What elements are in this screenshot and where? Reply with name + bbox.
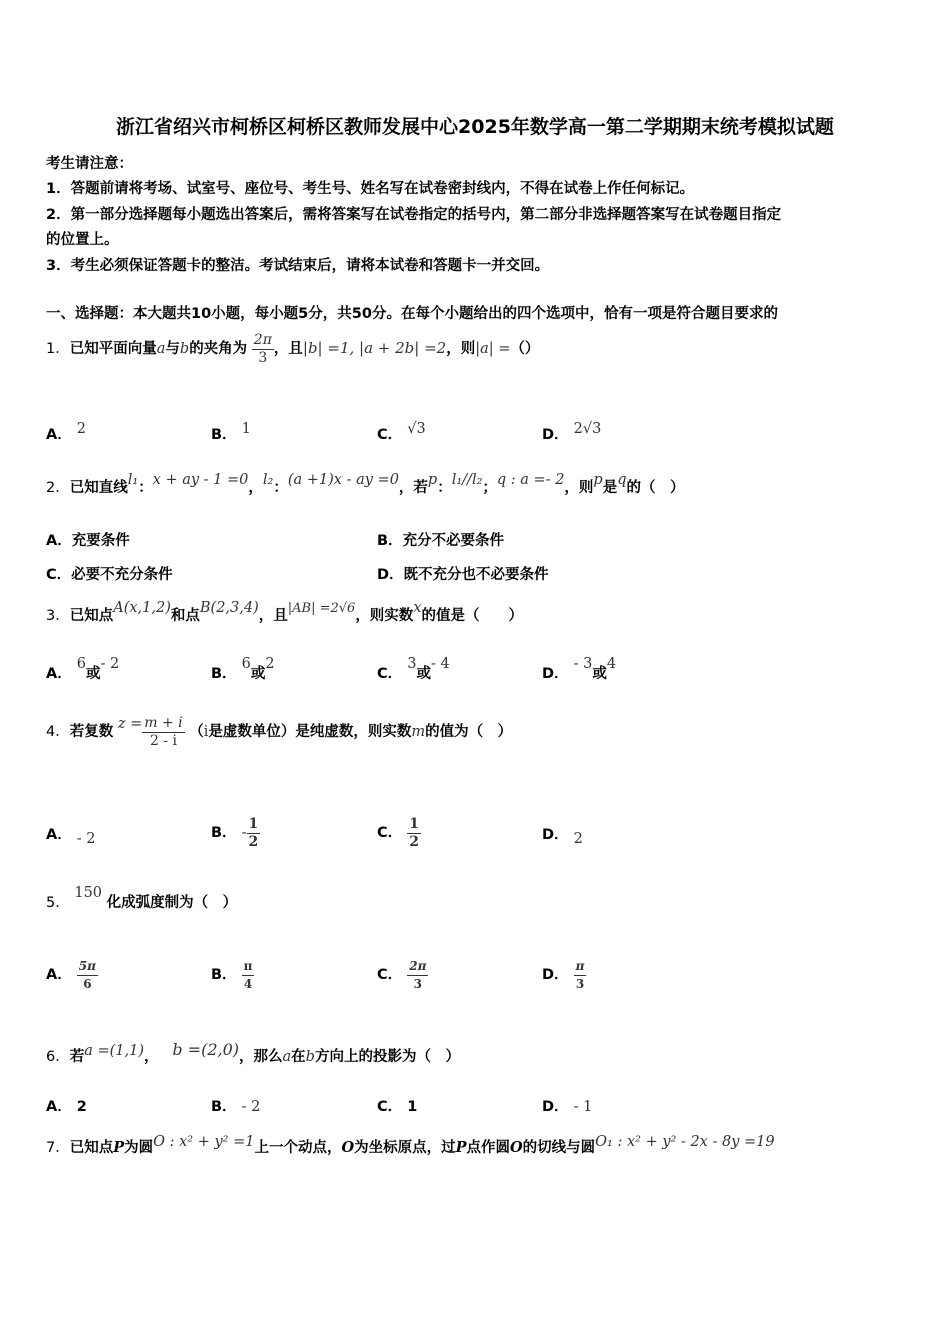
option-fraction: [574, 958, 587, 993]
q1-text-5: ，则: [446, 341, 476, 357]
line-l2: l₂: [262, 472, 274, 488]
question-5: [46, 885, 237, 921]
q5-option-c: [377, 943, 428, 1007]
option-value: √3: [407, 421, 426, 437]
fraction-denominator: 6: [77, 975, 98, 993]
or-text: 或: [416, 666, 431, 682]
option-label: D．: [542, 967, 569, 983]
q4-text-3: 是虚数单位）是纯虚数，则实数: [208, 724, 412, 740]
fraction-numerator: m + i: [144, 714, 183, 731]
q6-option-b: [211, 1095, 260, 1116]
option-fraction: [407, 958, 428, 993]
option-label: A．: [46, 427, 72, 443]
option-label: B．: [211, 825, 237, 841]
option-label: A．: [46, 827, 72, 843]
q3-text-2: 和点: [170, 608, 200, 624]
q2-text-1: 已知直线: [69, 480, 128, 496]
vector-a-equation: a =(1,1): [84, 1043, 145, 1059]
q1-option-b: [211, 423, 251, 444]
option-value: 1: [407, 1099, 418, 1115]
complex-z: z =: [117, 716, 143, 732]
notice-line-1: 1．答题前请将考场、试室号、座位号、考生号、姓名写在试卷密封线内，不得在试卷上作任何标记。: [46, 181, 695, 197]
option-value: 2√3: [573, 421, 602, 437]
condition-p: l₁//l₂: [451, 472, 483, 488]
q1-option-c: [377, 423, 426, 444]
option-value: - 2: [241, 1099, 261, 1115]
notice-heading: 考生请注意：: [46, 156, 133, 172]
q6-text-3: 在: [291, 1049, 306, 1065]
q3-text-4: ，则实数: [355, 608, 414, 624]
option-value-1: 6: [241, 656, 251, 672]
degree-value: 150: [74, 885, 103, 901]
q2-colon: ：: [138, 480, 153, 496]
q1-text-3: 的夹角为: [189, 341, 248, 357]
option-label: A．: [46, 967, 72, 983]
page-title: 浙江省绍兴市柯桥区柯桥区教师发展中心2025年数学高一第二学期期末统考模拟试题: [116, 116, 834, 138]
option-value-2: - 2: [100, 656, 120, 672]
q3-option-a: [46, 656, 119, 692]
fraction-denominator: 3: [574, 975, 587, 993]
option-value: 充分不必要条件: [402, 533, 505, 549]
section-heading: 一、选择题：本大题共10小题，每小题5分，共50分。在每个小题给出的四个选项中，恰有一项是符合题目要求的: [46, 306, 778, 322]
q3-condition: |AB| =2√6: [287, 601, 356, 616]
q2-colon: ：: [273, 480, 288, 496]
fraction-numerator: 2π: [253, 331, 272, 348]
option-value-2: - 4: [430, 656, 450, 672]
fraction-numerator: 2π: [409, 958, 427, 973]
option-fraction: [242, 958, 255, 993]
fraction-denominator: 2: [409, 833, 419, 850]
option-label: B．: [211, 1099, 237, 1115]
option-label: B．: [211, 427, 237, 443]
q2-option-b: [377, 529, 504, 550]
option-label: C．: [377, 666, 403, 682]
fraction-denominator: 2 - i: [142, 732, 184, 750]
option-label: B．: [211, 666, 237, 682]
question-1: [46, 328, 539, 369]
option-label: A．: [46, 533, 72, 549]
q3-option-d: [542, 656, 616, 692]
q2-comma: ，: [248, 480, 263, 496]
q3-text-1: 已知点: [69, 608, 114, 624]
fraction-denominator: 3: [407, 975, 428, 993]
q2-text-3: ，则: [564, 480, 594, 496]
proposition-p: p: [427, 472, 438, 488]
proposition-p: p: [593, 472, 603, 488]
fraction-denominator: 4: [242, 975, 255, 993]
notice-line-2a: 2．第一部分选择题每小题选出答案后，需将答案写在试卷指定的括号内，第二部分非选择题答案写在试卷题目指定: [46, 207, 782, 223]
vector-b: b: [179, 341, 190, 357]
variable-x: x: [413, 600, 422, 616]
circle-o-equation: O : x² + y² =1: [153, 1134, 255, 1150]
question-4: [46, 712, 512, 752]
notice-line-3: 3．考生必须保证答题卡的整洁。考试结束后，请将本试卷和答题卡一并交回。: [46, 258, 550, 274]
option-value-2: 4: [606, 656, 617, 672]
answer-bracket: 方向上的投影为（ ）: [314, 1049, 460, 1065]
option-fraction: [407, 816, 421, 851]
q1-text-4: ，且: [273, 341, 303, 357]
question-number: 3．: [46, 608, 70, 624]
question-2: [46, 470, 685, 506]
or-text: 或: [86, 666, 101, 682]
option-fraction: [247, 816, 261, 851]
option-label: D．: [542, 1099, 569, 1115]
fraction-numerator: 5π: [78, 958, 96, 973]
q4-option-a: [46, 820, 96, 850]
vector-a: a: [156, 341, 166, 357]
q2-semicolon: ；: [482, 480, 497, 496]
option-value: 2: [76, 1099, 87, 1115]
option-value: 1: [241, 421, 251, 437]
q4-text-1: 若复数: [69, 724, 114, 740]
answer-bracket: （）: [510, 341, 540, 357]
question-number: 1．: [46, 341, 70, 357]
option-label: C．: [377, 1099, 403, 1115]
q6-option-d: [542, 1095, 592, 1116]
condition-q: q : a =- 2: [496, 472, 565, 488]
vector-a: a: [282, 1049, 292, 1065]
q2-option-a: [46, 529, 130, 550]
question-7: [46, 1130, 775, 1166]
imaginary-unit: i: [203, 724, 209, 740]
question-number: 4．: [46, 724, 70, 740]
option-label: D．: [542, 827, 569, 843]
option-value-1: 6: [76, 656, 87, 672]
fraction-denominator: 2: [248, 833, 259, 850]
question-3: [46, 598, 523, 635]
q3-option-c: [377, 656, 450, 692]
option-label: B．: [211, 967, 237, 983]
q6-option-a: [46, 1095, 87, 1116]
option-value-1: 3: [407, 656, 417, 672]
answer-bracket: 的值是（ ）: [421, 608, 523, 624]
q5-option-b: [211, 943, 254, 1007]
line-l2-equation: (a +1)x - ay =0: [287, 472, 399, 488]
or-text: 或: [250, 666, 266, 682]
complex-fraction: [142, 715, 184, 750]
question-number: 6．: [46, 1049, 70, 1065]
option-label: D．: [542, 666, 569, 682]
proposition-q: q: [617, 472, 627, 488]
vector-b-equation: b =(2,0): [172, 1040, 240, 1059]
option-value: - 1: [573, 1099, 593, 1115]
q7-text-3: 上一个动点，: [254, 1140, 342, 1156]
vector-b: b: [305, 1049, 315, 1065]
option-value: 2: [573, 831, 583, 847]
q3-text-3: ，且: [258, 608, 288, 624]
option-label: A．: [46, 1099, 72, 1115]
q4-option-c: [377, 798, 421, 868]
option-label: B．: [377, 533, 403, 549]
answer-bracket: 的（ ）: [626, 480, 685, 496]
option-label: C．: [377, 967, 403, 983]
fraction-denominator: 3: [252, 349, 274, 367]
q7-text-2: 为圆: [124, 1140, 154, 1156]
option-value: 充要条件: [71, 533, 130, 549]
option-value: 必要不充分条件: [71, 567, 173, 583]
option-label: D．: [542, 427, 569, 443]
line-l1-equation: x + ay - 1 =0: [152, 472, 249, 488]
origin-o: O: [341, 1139, 355, 1156]
angle-fraction: [252, 332, 274, 367]
q5-option-d: [542, 943, 586, 1007]
q2-option-d: [377, 563, 549, 584]
option-label: A．: [46, 666, 72, 682]
q7-text-4: 为坐标原点，过: [354, 1140, 456, 1156]
q6-option-c: [377, 1095, 417, 1116]
negative-sign: -: [241, 825, 247, 841]
option-value-1: - 3: [573, 656, 593, 672]
option-value: 2: [76, 421, 87, 437]
question-number: 7．: [46, 1140, 70, 1156]
option-label: C．: [377, 825, 403, 841]
q2-colon: ：: [437, 480, 452, 496]
q6-comma: ，: [144, 1049, 159, 1065]
q6-text-2: ，那么: [239, 1049, 283, 1065]
question-number: 2．: [46, 480, 70, 496]
fraction-numerator: π: [575, 958, 585, 973]
question-number: 5．: [46, 895, 70, 911]
option-label: D．: [377, 567, 404, 583]
origin-o: O: [510, 1139, 523, 1156]
circle-o1-equation: O₁ : x² + y² - 2x - 8y =19: [595, 1134, 775, 1150]
line-l1: l₁: [127, 472, 139, 488]
option-fraction: [77, 958, 98, 993]
point-a: A(x,1,2): [113, 600, 171, 616]
fraction-numerator: 1: [248, 815, 259, 832]
option-value-2: 2: [265, 656, 275, 672]
q4-option-d: [542, 820, 583, 850]
q3-option-b: [211, 656, 275, 692]
q1-text-1: 已知平面向量: [69, 341, 157, 357]
fraction-numerator: 1: [409, 815, 419, 832]
point-b: B(2,3,4): [199, 600, 259, 616]
q5-option-a: [46, 943, 98, 1007]
q1-option-d: [542, 423, 601, 444]
q7-text-6: 的切线与圆: [522, 1140, 596, 1156]
q1-condition: |b| =1, |a + 2b| =2: [302, 339, 447, 357]
q2-text-2: ，若: [398, 480, 428, 496]
q2-text-4: 是: [602, 480, 618, 496]
q4-option-b: [211, 798, 260, 868]
q2-option-c: [46, 563, 173, 584]
notice-line-2b: 的位置上。: [46, 232, 119, 248]
answer-bracket: 的值为（ ）: [425, 724, 513, 740]
option-value: 既不充分也不必要条件: [403, 567, 549, 583]
point-p: P: [455, 1139, 467, 1156]
option-label: C．: [46, 567, 72, 583]
variable-m: m: [411, 724, 426, 740]
option-value: - 2: [76, 831, 96, 847]
option-label: C．: [377, 427, 403, 443]
q6-text-1: 若: [69, 1049, 85, 1065]
q4-text-2: （: [189, 724, 204, 740]
q7-text-1: 已知点: [69, 1140, 114, 1156]
q5-text-1: 化成弧度制为（ ）: [106, 895, 238, 911]
point-p: P: [113, 1139, 125, 1156]
or-text: 或: [592, 666, 607, 682]
q7-text-5: 点作圆: [466, 1140, 511, 1156]
question-6: [46, 1038, 460, 1075]
q1-text-2: 与: [165, 341, 180, 357]
fraction-numerator: π: [243, 958, 253, 973]
q1-option-a: [46, 423, 86, 444]
q1-ask: |a| =: [475, 341, 511, 357]
